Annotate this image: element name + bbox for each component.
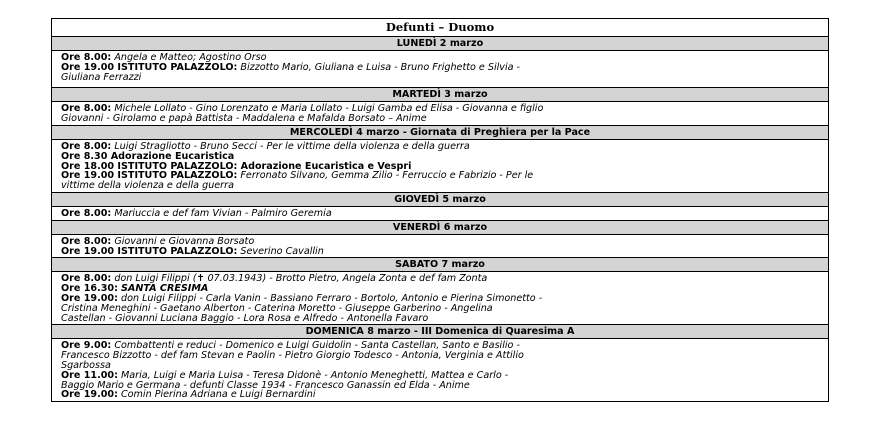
intention-text: Castellan - Giovanni Luciana Baggio - Lora Rosa e Alfredo - Antonella Favaro [61,312,429,324]
day-body [52,235,828,258]
intention-text: Giovanni - Girolamo e papà Battista - Maddalena e Mafalda Borsato – Anime [61,113,427,125]
time-label: Ore 19.00 ISTITUTO PALAZZOLO: [61,61,238,73]
intention-line [61,351,828,361]
intention-text: Mariuccia e def fam Vivian - Palmiro Geremia [114,207,332,219]
intention-text: Michele Lollato - Gino Lorenzato e Maria Lollato - Luigi Gamba ed Elisa - Giovanna e figlio [114,103,544,115]
day-section-saturday [51,258,829,325]
day-body [52,339,828,401]
intention-text: Ferronato Silvano, Gemma Zilio - Ferruccio e Fabrizio - Per le [240,170,534,182]
day-header: GIOVEDÌ 5 marzo [52,193,828,207]
time-label: Ore 8.00: [61,235,112,247]
intention-line [61,63,828,73]
intention-text: Combattenti e reduci - Domenico e Luigi Guidolin - Santa Castellan, Santo e Basilio - [114,340,520,352]
intention-line [61,73,828,83]
day-header: LUNEDÌ 2 marzo [52,37,828,51]
mass-intentions-table [51,18,829,402]
day-section-wednesday [51,126,829,193]
intention-line [61,209,828,219]
intention-text: vittime della violenza e della guerra [61,180,234,192]
event-text: SANTA CRESIMA [120,283,209,295]
page-title: Defunti – Duomo [51,18,829,37]
time-label: Ore 19.00 ISTITUTO PALAZZOLO: [61,245,238,257]
time-label: Ore 19.00 ISTITUTO PALAZZOLO: [61,170,238,182]
intention-line [61,181,828,191]
day-section-tuesday [51,88,829,126]
intention-text: Severino Cavallin [240,245,324,257]
day-body [52,272,828,324]
intention-text: Angela e Matteo; Agostino Orso [114,52,267,63]
time-label: Ore 19.00: [61,389,118,401]
day-header: MARTEDÌ 3 marzo [52,88,828,102]
intention-text: Bizzotto Mario, Giuliana e Luisa - Bruno Frighetto e Silvia - [240,61,521,73]
day-body [52,51,828,87]
time-label: Ore 8.00: [61,103,112,115]
day-header: DOMENICA 8 marzo - III Domenica di Quaresima A [52,325,828,339]
intention-text: Giovanni e Giovanna Borsato [114,235,255,247]
intention-text: Francesco Bizzotto - def fam Stevan e Paolin - Pietro Giorgio Todesco - Antonia, Verginia e Attilio [61,350,524,362]
time-label: Ore 19.00: [61,292,118,304]
intention-text: Comin Pierina Adriana e Luigi Bernardini [120,389,316,401]
time-label: Ore 18.00 ISTITUTO PALAZZOLO: Adorazione Eucaristica e Vespri [61,160,412,172]
time-label: Ore 16.30: [61,283,118,295]
intention-line [61,114,828,124]
intention-line [61,314,828,324]
intention-text: don Luigi Filippi - Carla Vanin - Bassiano Ferraro - Bortolo, Antonio e Pierina Simonetto - [120,292,543,304]
day-body [52,102,828,125]
time-label: Ore 8.00: [61,140,112,152]
day-header: SABATO 7 marzo [52,258,828,272]
intention-text: Giuliana Ferrazzi [61,71,142,83]
intention-text: Cristina Meneghini - Gaetano Alberton - Caterina Moretto - Giuseppe Garberino - Angelina [61,302,493,314]
time-label: Ore 8.30 Adorazione Eucaristica [61,150,235,162]
time-label: Ore 8.00: [61,207,112,219]
day-section-sunday [51,325,829,402]
day-header: VENERDÌ 6 marzo [52,221,828,235]
intention-text: Baggio Mario e Germana - defunti Classe 1934 - Francesco Ganassin ed Elda - Anime [61,379,470,391]
intention-text: Luigi Stragliotto - Bruno Secci - Per le vittime della violenza e della guerra [114,140,470,152]
time-label: Ore 9.00: [61,340,112,352]
time-label: Ore 8.00: [61,52,112,63]
time-label: Ore 8.00: [61,273,112,285]
intention-text: Sgarbossa [61,359,111,371]
intention-text: Maria, Luigi e Maria Luisa - Teresa Didonè - Antonio Meneghetti, Mattea e Carlo - [120,369,509,381]
day-body [52,207,828,220]
day-body [52,140,828,192]
day-section-thursday [51,193,829,221]
day-section-monday [51,37,829,88]
intention-line [61,247,828,257]
day-section-friday [51,221,829,259]
intention-line [61,390,828,400]
intention-text: don Luigi Filippi (✝ 07.03.1943) - Brotto Pietro, Angela Zonta e def fam Zonta [114,273,488,285]
time-label: Ore 11.00: [61,369,118,381]
day-header: MERCOLEDÌ 4 marzo - Giornata di Preghiera per la Pace [52,126,828,140]
